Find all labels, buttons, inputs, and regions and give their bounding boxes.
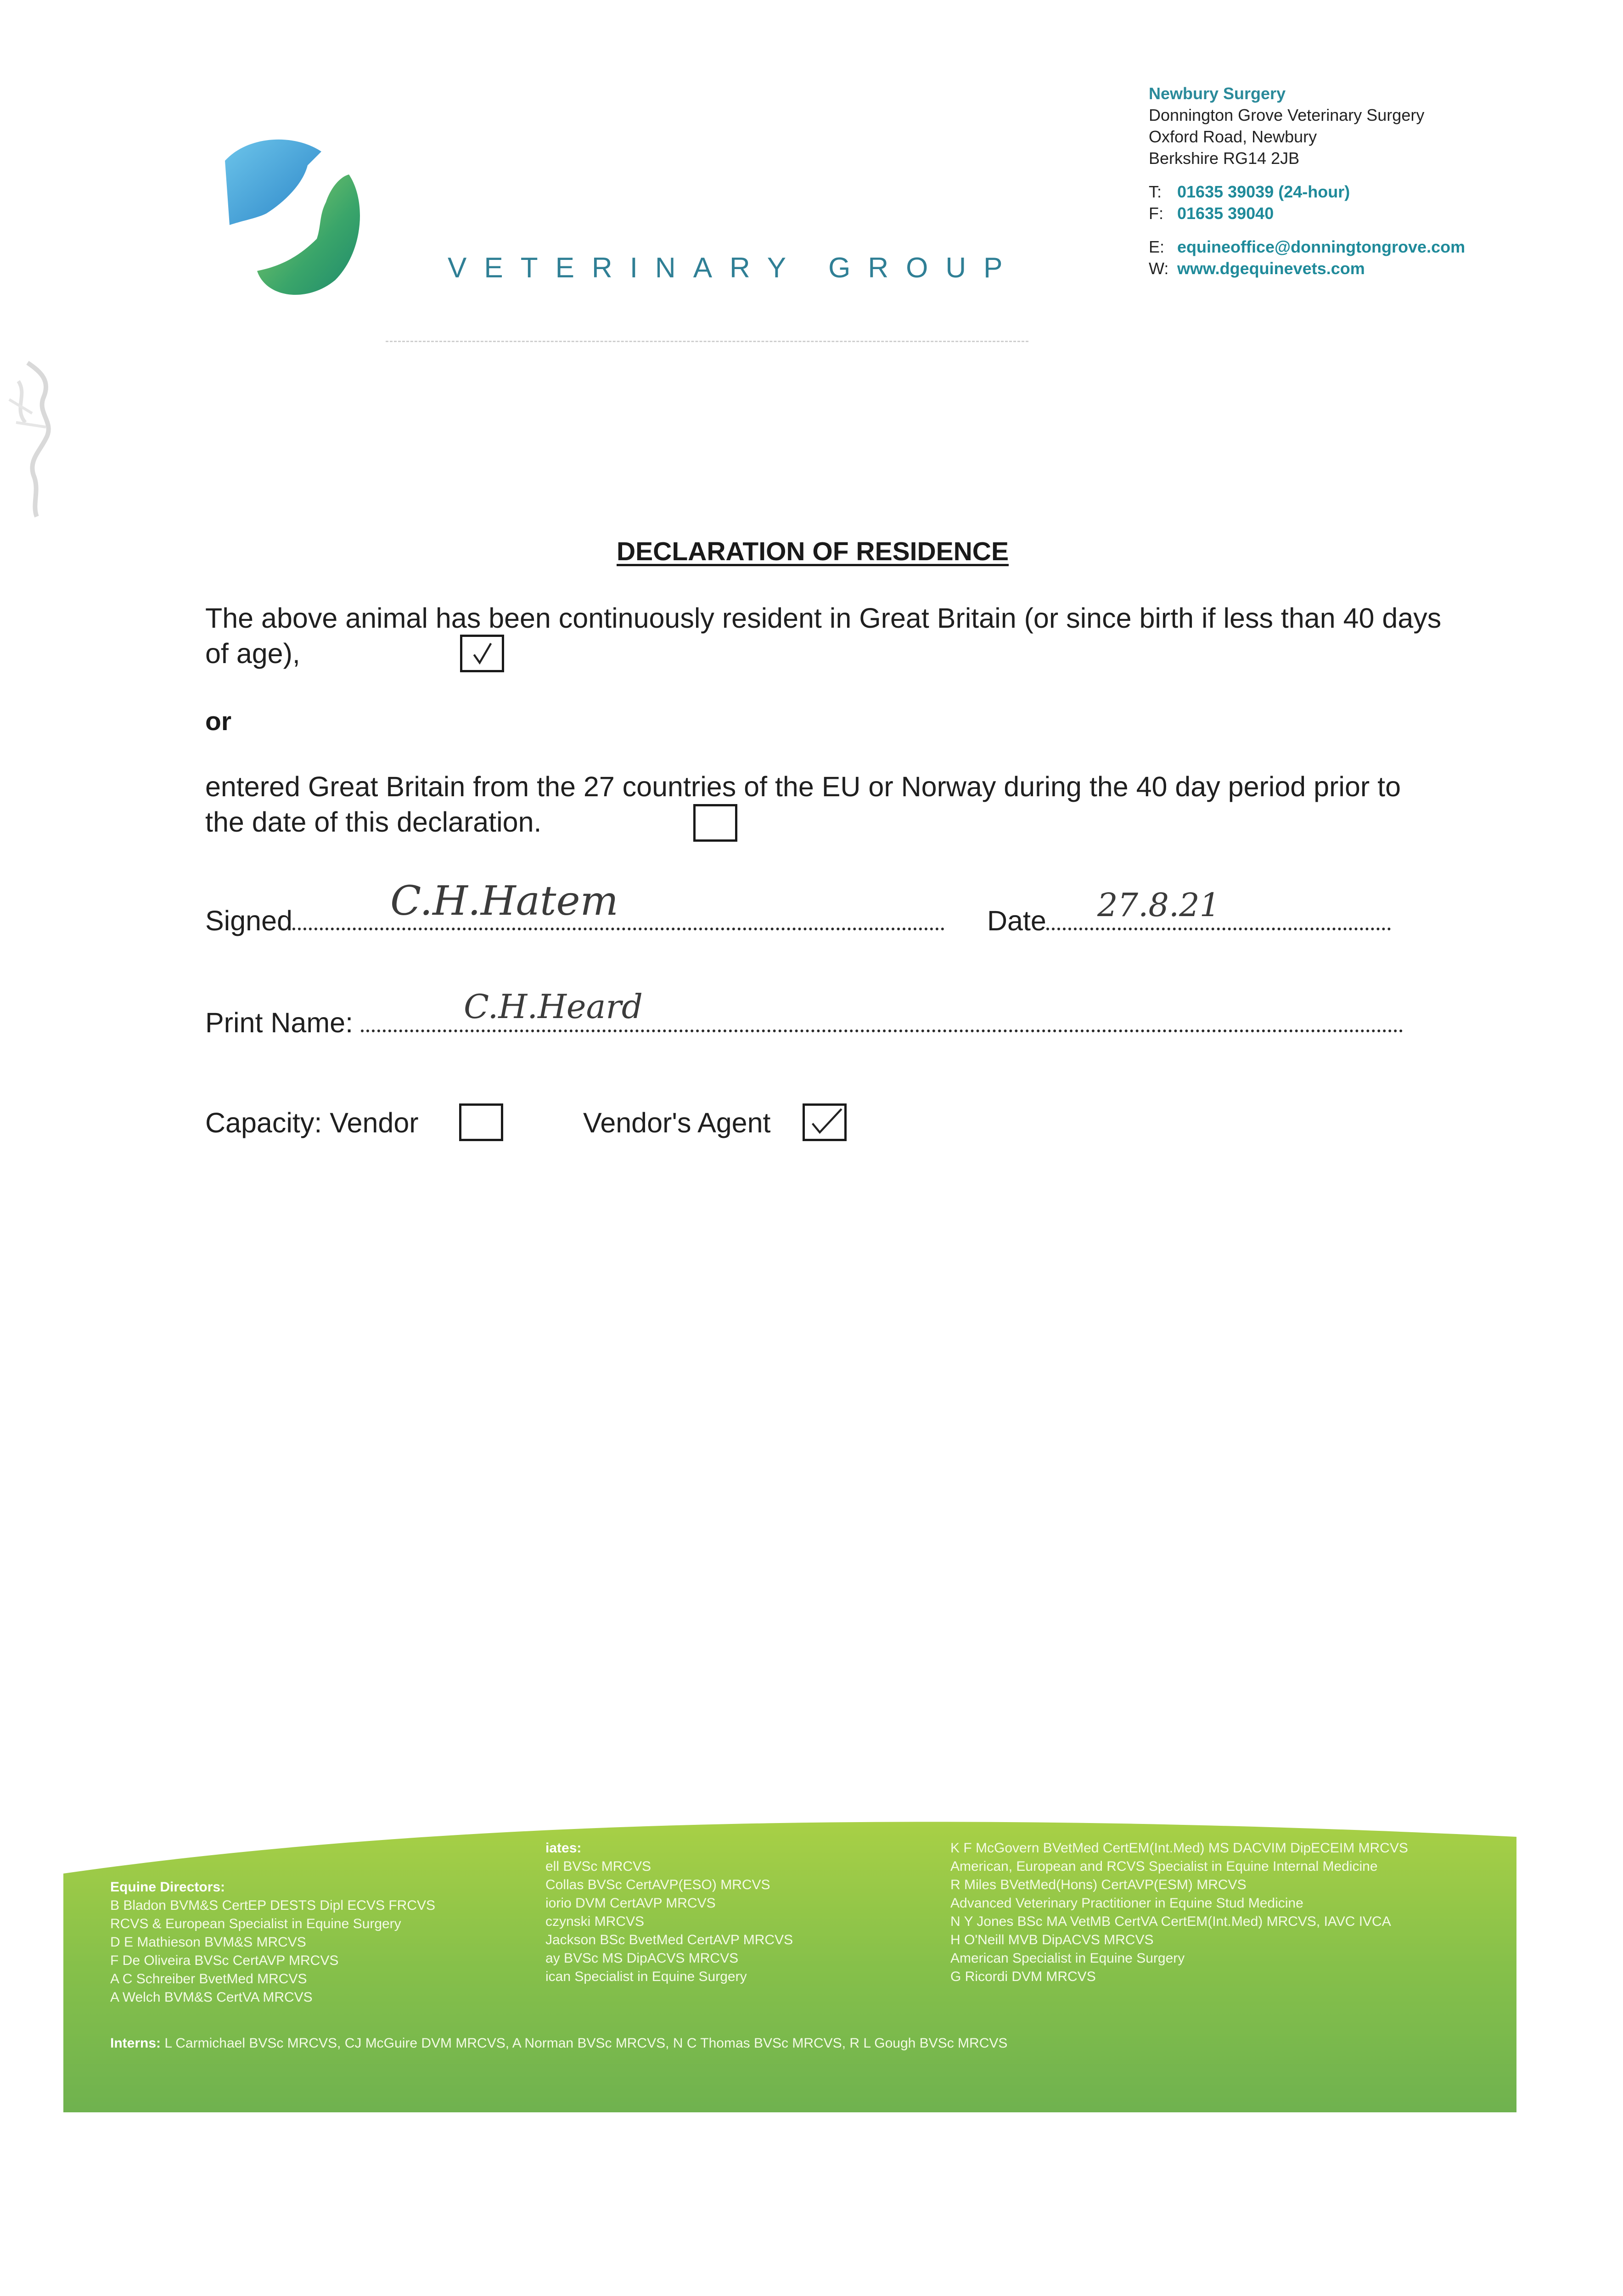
associate-line: ican Specialist in Equine Surgery — [545, 1969, 747, 1984]
director-line: RCVS & European Specialist in Equine Surgery — [110, 1916, 401, 1931]
vendors-agent-checkbox[interactable] — [803, 1103, 847, 1141]
email-label: E: — [1149, 237, 1165, 256]
address-line-1: Donnington Grove Veterinary Surgery — [1149, 106, 1425, 124]
tel-number: 01635 39039 (24-hour) — [1177, 182, 1350, 201]
print-name-field — [205, 1007, 1403, 1039]
associate-line: iorio DVM CertAVP MRCVS — [545, 1896, 716, 1911]
resident-checkbox[interactable] — [460, 635, 504, 672]
specialist-line: G Ricordi DVM MRCVS — [950, 1969, 1096, 1984]
logo-wordmark: VETERINARY GROUP — [448, 252, 1020, 284]
print-name-value[interactable]: C.H.Heard — [464, 987, 643, 1026]
surgery-address — [1149, 83, 1465, 279]
director-line: D E Mathieson BVM&S MRCVS — [110, 1935, 306, 1950]
vendor-checkbox[interactable] — [459, 1103, 503, 1141]
tel-label: T: — [1149, 182, 1162, 201]
or-separator: or — [205, 707, 231, 736]
checkmark-icon — [805, 1106, 844, 1139]
print-name-label: Print Name: — [205, 1007, 354, 1038]
footer-directors — [110, 1878, 435, 2007]
logo-icon — [216, 133, 386, 303]
specialist-line: H O'Neill MVB DipACVS MRCVS — [950, 1932, 1154, 1947]
web-label: W: — [1149, 259, 1169, 278]
website-link[interactable]: www.dgequinevets.com — [1177, 259, 1365, 278]
date-value[interactable]: 27.8.21 — [1097, 886, 1220, 924]
footer-associates — [545, 1839, 793, 1986]
resident-statement: The above animal has been continuously resident in Great Britain (or since birth if less than 40 days of age), — [205, 602, 1442, 669]
signed-label: Signed — [205, 905, 292, 936]
associate-line: Collas BVSc CertAVP(ESO) MRCVS — [545, 1877, 770, 1892]
fax-label: F: — [1149, 204, 1163, 223]
header-divider — [386, 341, 1028, 342]
signature[interactable]: C.H.Hatem — [390, 877, 618, 924]
entered-checkbox[interactable] — [693, 804, 737, 842]
specialist-line: American, European and RCVS Specialist in Equine Internal Medicine — [950, 1859, 1378, 1874]
footer-specialists — [950, 1839, 1408, 1986]
associate-line: Jackson BSc BvetMed CertAVP MRCVS — [545, 1932, 793, 1947]
associate-line: ell BVSc MRCVS — [545, 1859, 651, 1874]
fax-number: 01635 39040 — [1177, 204, 1274, 223]
associate-line: czynski MRCVS — [545, 1914, 645, 1929]
scan-artifact — [0, 354, 69, 519]
director-line: B Bladon BVM&S CertEP DESTS Dipl ECVS FRCVS — [110, 1898, 436, 1913]
address-line-3: Berkshire RG14 2JB — [1149, 149, 1300, 168]
address-line-2: Oxford Road, Newbury — [1149, 127, 1317, 146]
specialist-line: American Specialist in Equine Surgery — [950, 1951, 1185, 1966]
specialist-line: Advanced Veterinary Practitioner in Equine Stud Medicine — [950, 1896, 1303, 1911]
associates-heading: iates: — [545, 1840, 582, 1856]
vendors-agent-label: Vendor's Agent — [583, 1107, 771, 1138]
directors-heading: Equine Directors: — [110, 1880, 225, 1895]
director-line: A C Schreiber BvetMed MRCVS — [110, 1971, 307, 1986]
footer-interns — [110, 2034, 1007, 2053]
form-title: DECLARATION OF RESIDENCE — [617, 537, 1009, 566]
date-label: Date — [987, 905, 1046, 936]
specialist-line: K F McGovern BVetMed CertEM(Int.Med) MS DACVIM DipECEIM MRCVS — [950, 1840, 1408, 1856]
associate-line: ay BVSc MS DipACVS MRCVS — [545, 1951, 739, 1966]
interns-list: L Carmichael BVSc MRCVS, CJ McGuire DVM MRCVS, A Norman BVSc MRCVS, N C Thomas BVSc MRCVS, R L Gough BVSc MRCVS — [164, 2036, 1008, 2051]
specialist-line: N Y Jones BSc MA VetMB CertVA CertEM(Int.Med) MRCVS, IAVC IVCA — [950, 1914, 1391, 1929]
email-link[interactable]: equineoffice@donningtongrove.com — [1177, 237, 1466, 256]
director-line: F De Oliveira BVSc CertAVP MRCVS — [110, 1953, 339, 1968]
interns-label: Interns: — [110, 2036, 161, 2051]
specialist-line: R Miles BVetMed(Hons) CertAVP(ESM) MRCVS — [950, 1877, 1247, 1892]
checkmark-icon — [462, 637, 502, 670]
director-line: A Welch BVM&S CertVA MRCVS — [110, 1990, 313, 2005]
entered-statement: entered Great Britain from the 27 countries of the EU or Norway during the 40 day period prior to the date of this declaration. — [205, 771, 1401, 838]
surgery-name: Newbury Surgery — [1149, 84, 1286, 103]
capacity-vendor-label: Capacity: Vendor — [205, 1107, 419, 1138]
